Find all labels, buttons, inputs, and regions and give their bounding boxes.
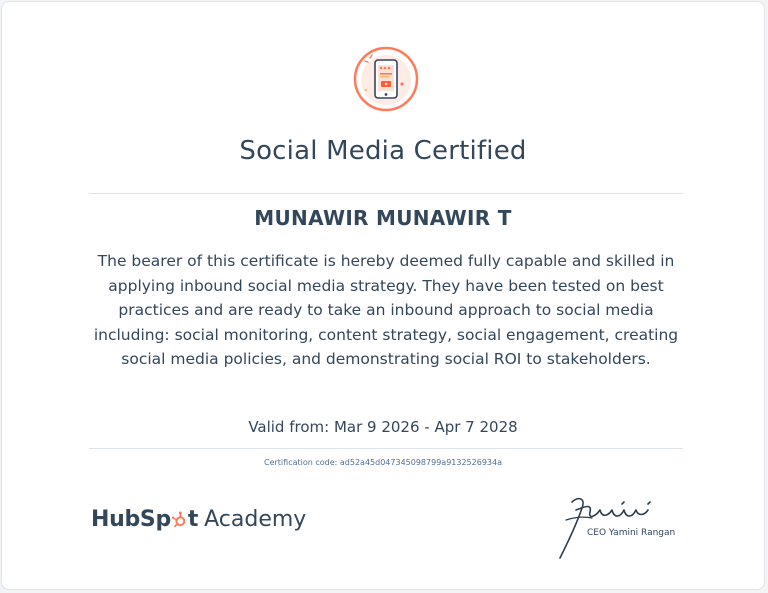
certification-code: Certification code: ad52a45d047345098799a9132526934a: [264, 458, 502, 467]
divider: [89, 448, 683, 449]
divider: [89, 193, 683, 194]
recipient-name: MUNAWIR MUNAWIR T: [254, 206, 512, 230]
signature-caption: CEO Yamini Rangan: [587, 528, 676, 538]
ceo-signature: [552, 490, 687, 562]
logo-academy-text: Academy: [204, 507, 307, 532]
logo-hub-text: HubSp: [91, 507, 171, 532]
social-media-badge-icon: [353, 46, 419, 112]
logo-tail-text: t: [187, 507, 199, 532]
certificate-title: Social Media Certified: [239, 136, 527, 166]
hubspot-academy-logo: [91, 507, 306, 532]
certificate-description: The bearer of this certificate is hereby deemed fully capable and skilled in applying inbound social media strategy. They have been tested on best practices and are ready to take an inbound approach to social media including: social monitoring, content strategy, social engagement, creating social media policies, and demonstrating social ROI to stakeholders.: [93, 252, 679, 368]
validity-dates: Valid from: Mar 9 2026 - Apr 7 2028: [248, 418, 518, 436]
hubspot-sprocket-icon: [171, 511, 188, 528]
certificate-card: [1, 1, 765, 590]
logo-hubspot-wordmark: [91, 507, 198, 532]
